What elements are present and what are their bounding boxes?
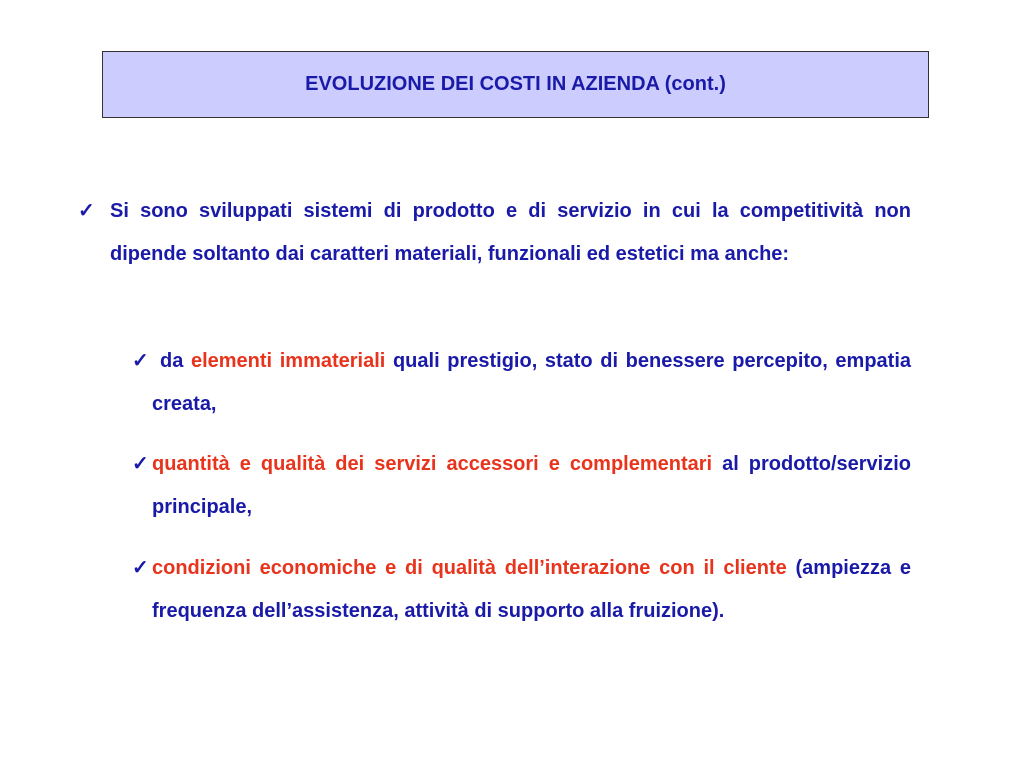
bullet-sub-immaterial-text [152,340,911,426]
bullet-sub-services [132,443,911,529]
checkmark-icon: ✓ [132,453,149,475]
title-box [102,51,929,118]
bullet-suffix: quali prestigio, stato di benessere percepito, empatia creata, [152,350,912,415]
bullet-highlight: quantità e qualità dei servizi accessori e complementari [152,453,713,475]
bullet-main-text: Si sono sviluppati sistemi di prodotto e di servizio in cui la competitività non dipende soltanto dai caratteri materiali, funzionali ed estetici ma anche: [110,200,911,265]
page-title: EVOLUZIONE DEI COSTI IN AZIENDA (cont.) [305,73,726,95]
bullet-main [78,190,911,276]
bullet-highlight: elementi immateriali [190,350,386,372]
bullet-sub-conditions [132,547,911,633]
bullet-highlight: condizioni economiche e di qualità dell’interazione con il cliente [152,557,787,579]
bullet-suffix: al prodotto/servizio principale, [152,453,911,518]
bullet-prefix: da [160,350,191,372]
bullet-sub-immaterial [132,340,912,426]
bullet-suffix: (ampiezza e frequenza dell’assistenza, attività di supporto alla fruizione). [152,557,911,622]
checkmark-icon: ✓ [132,557,149,579]
checkmark-icon: ✓ [78,200,95,222]
bullet-sub-conditions-text [152,547,911,633]
bullet-sub-services-text [152,443,911,529]
checkmark-icon: ✓ [132,350,149,372]
